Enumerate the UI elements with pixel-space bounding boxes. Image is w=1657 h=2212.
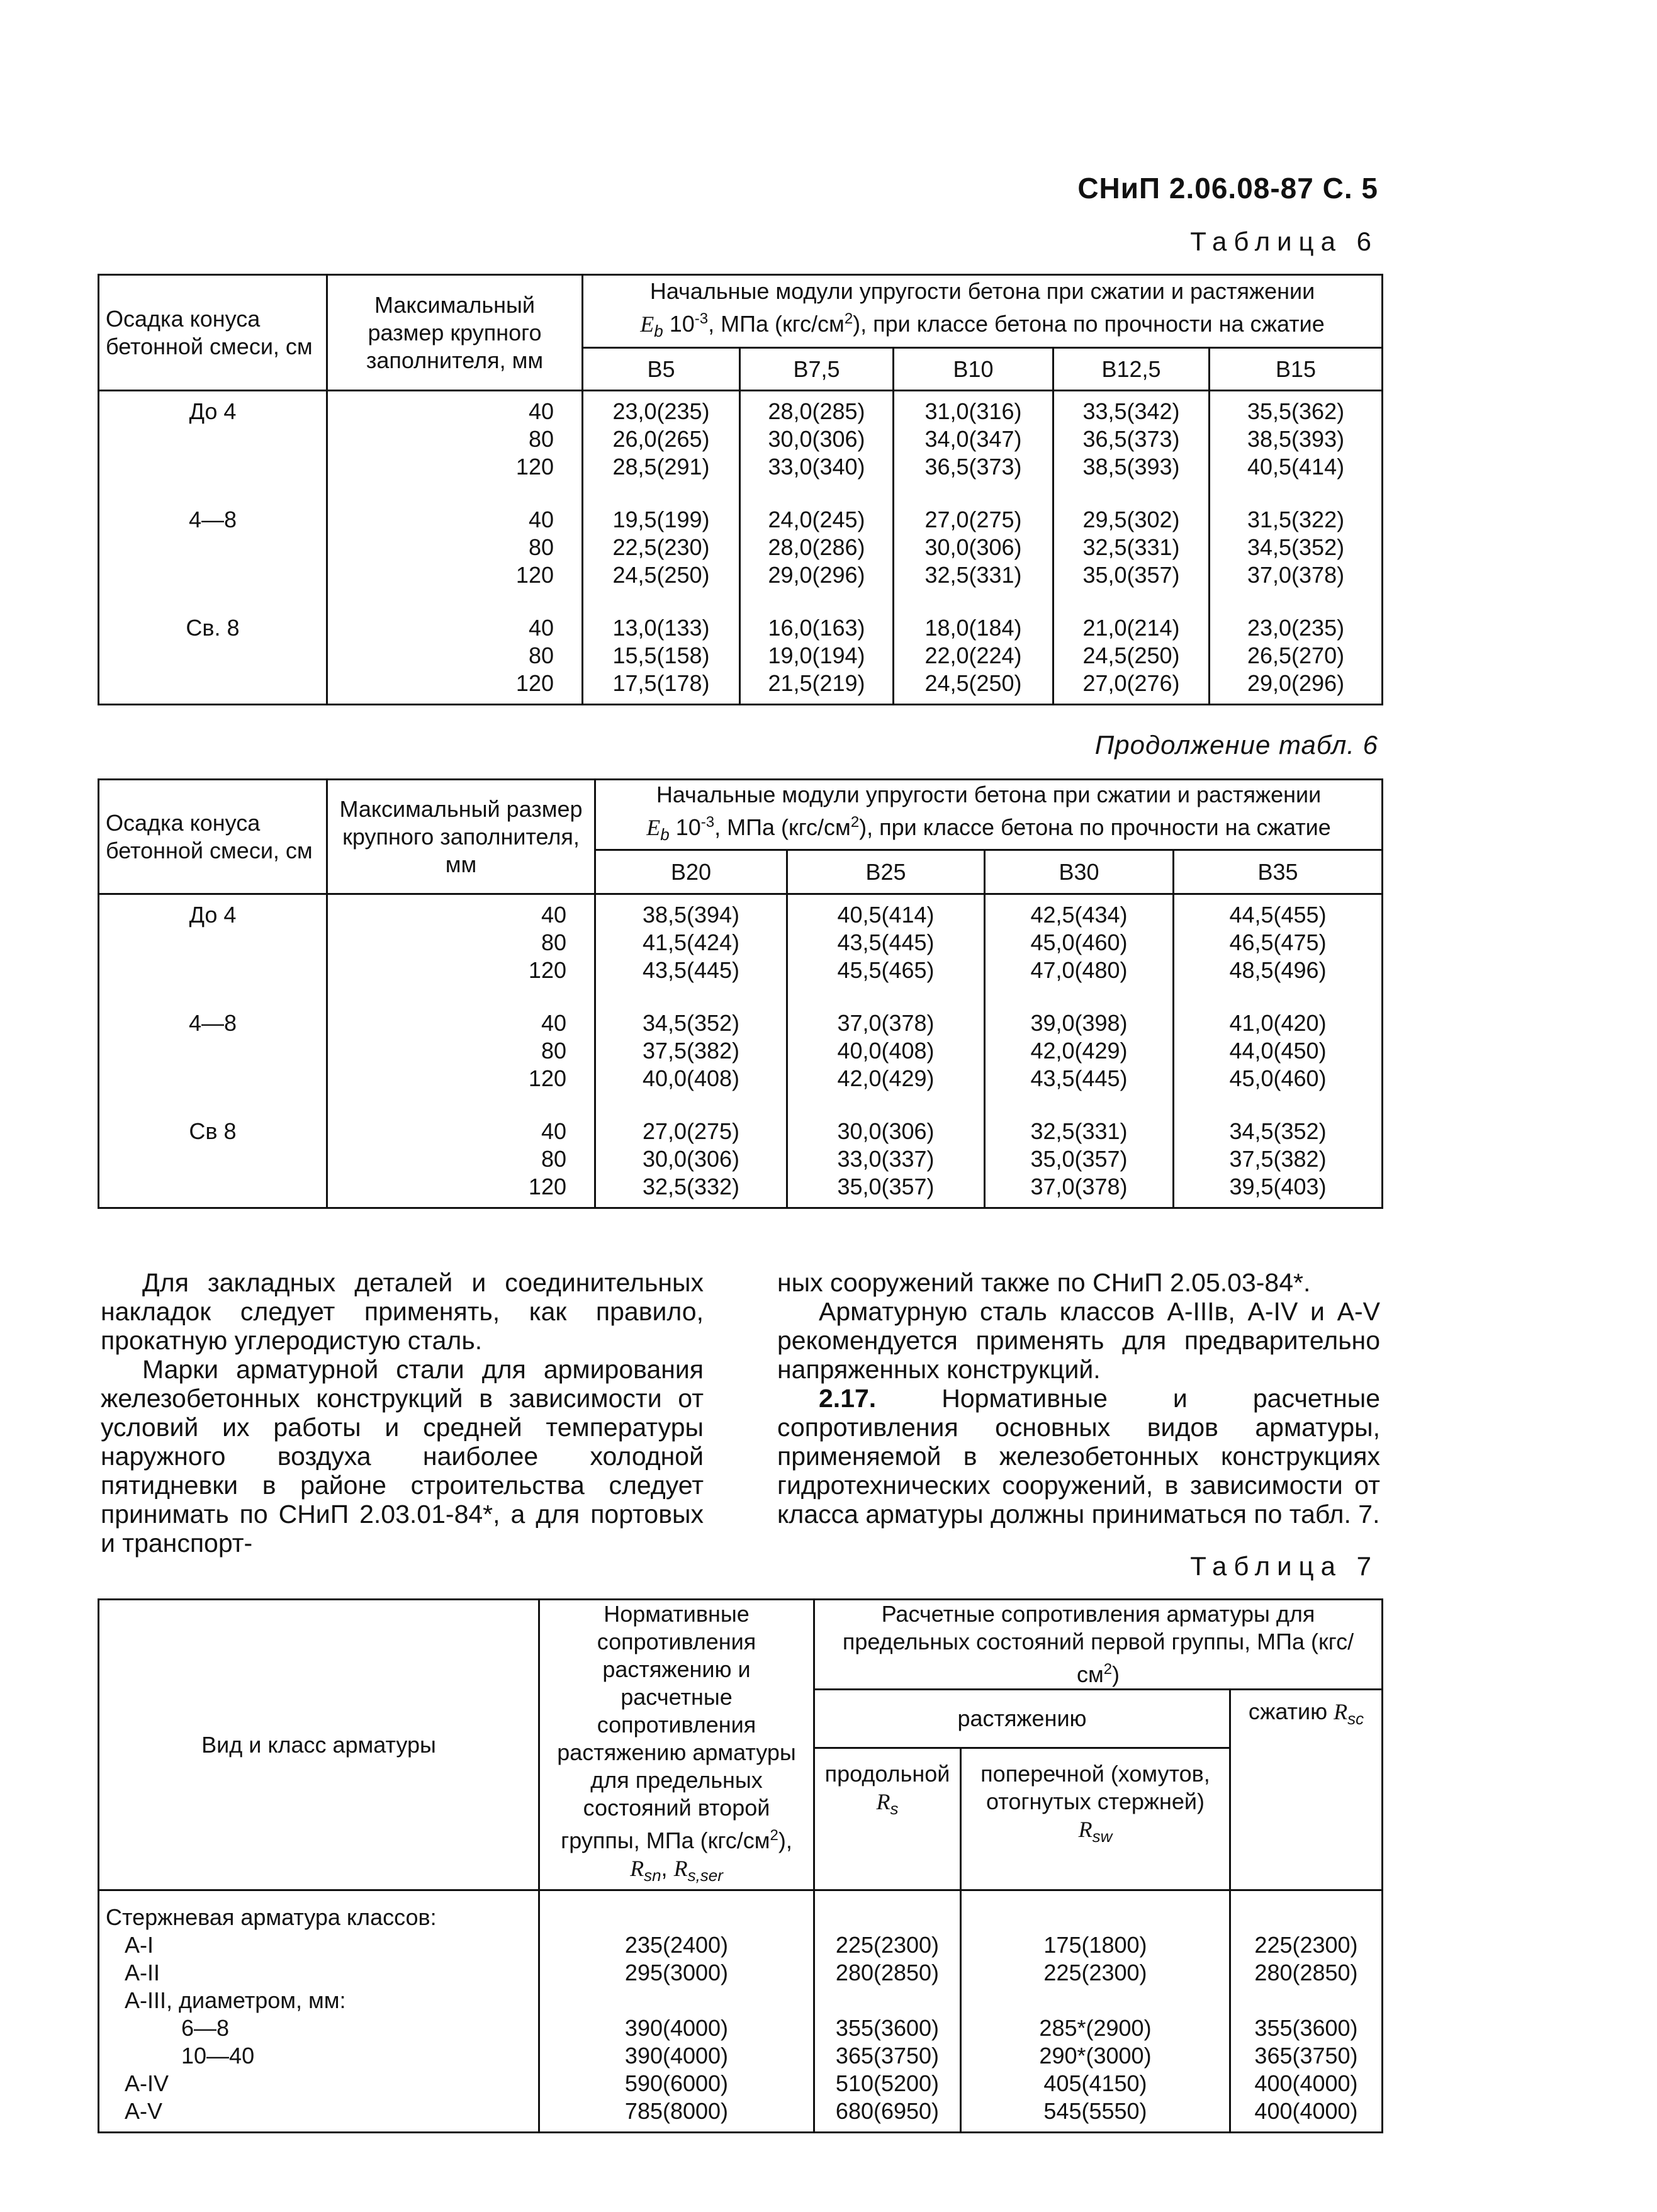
column-header-tension: растяжению bbox=[814, 1690, 1230, 1748]
compression-value: 280(2850) bbox=[1254, 1960, 1358, 1986]
modulus-value: 16,0(163) bbox=[768, 615, 865, 641]
modulus-value: 37,0(378) bbox=[837, 1010, 935, 1036]
body-text-right-column bbox=[777, 1268, 1380, 1529]
modulus-value: 24,5(250) bbox=[924, 670, 1022, 696]
clause-number: 2.17. bbox=[819, 1384, 877, 1413]
modulus-value: 24,5(250) bbox=[612, 562, 710, 588]
modulus-value: 43,5(445) bbox=[642, 957, 740, 983]
class-header: B5 bbox=[583, 348, 740, 391]
transverse-value: 175(1800) bbox=[1043, 1932, 1147, 1958]
value-cell bbox=[894, 391, 1053, 705]
transverse-value: 405(4150) bbox=[1043, 2070, 1147, 2097]
modulus-value: 43,5(445) bbox=[1030, 1065, 1128, 1091]
normative-value: 785(8000) bbox=[624, 2098, 729, 2125]
modulus-value: 23,0(235) bbox=[612, 398, 710, 424]
modulus-value: 40,0(408) bbox=[642, 1065, 740, 1091]
modulus-value: 38,5(393) bbox=[1082, 454, 1180, 480]
modulus-value: 48,5(496) bbox=[1229, 957, 1327, 983]
modulus-value: 47,0(480) bbox=[1030, 957, 1128, 983]
kind-value: A-I bbox=[125, 1932, 154, 1958]
body-text-left-column bbox=[101, 1268, 704, 1558]
class-header: B25 bbox=[787, 850, 985, 894]
modulus-value: 34,5(352) bbox=[1229, 1118, 1327, 1144]
kind-value: 6—8 bbox=[181, 2015, 230, 2041]
class-header: B7,5 bbox=[740, 348, 894, 391]
modulus-value: 45,0(460) bbox=[1030, 929, 1128, 955]
modulus-value: 40,5(414) bbox=[837, 902, 935, 928]
modulus-value: 39,5(403) bbox=[1229, 1174, 1327, 1199]
compression-value bbox=[1237, 1904, 1375, 1931]
column-header-calculated: Расчетные сопротивления арматуры для предельных состояний первой группы, МПа $(кгс/см^2)$ bbox=[814, 1600, 1383, 1690]
modulus-value: 19,0(194) bbox=[768, 643, 865, 668]
aggregate-size: 120 bbox=[528, 957, 566, 983]
normative-value: 235(2400) bbox=[624, 1932, 729, 1958]
modulus-value: 30,0(306) bbox=[642, 1146, 740, 1172]
modulus-value: 29,0(296) bbox=[1247, 670, 1345, 696]
aggregate-size: 80 bbox=[541, 929, 566, 955]
modulus-value: 24,5(250) bbox=[1082, 643, 1180, 668]
modulus-value: 28,0(286) bbox=[768, 534, 865, 560]
table6c-body bbox=[99, 894, 1383, 1208]
modulus-value: 35,0(357) bbox=[837, 1174, 935, 1199]
compression-value bbox=[1237, 1987, 1375, 2014]
modulus-value: 37,0(378) bbox=[1247, 562, 1345, 588]
compression-value: 365(3750) bbox=[1254, 2043, 1358, 2069]
modulus-value: 27,0(276) bbox=[1082, 670, 1180, 696]
column-header-aggregate: Максимальный размер крупного заполнителя, мм bbox=[327, 275, 583, 391]
table-row bbox=[99, 1890, 1383, 2133]
transverse-value: 285*(2900) bbox=[1039, 2015, 1152, 2041]
modulus-value: 45,5(465) bbox=[837, 957, 935, 983]
value-cell bbox=[595, 894, 787, 1208]
paragraph: 2.17. Нормативные и расчетные сопротивления основных видов арматуры, применяемой в железобетонных конструкциях гидротехнических сооружений, в зависимости от класса арматуры должны приниматься по табл. 7. bbox=[777, 1384, 1380, 1529]
document-code: СНиП 2.06.08-87 С. 5 bbox=[1077, 172, 1378, 205]
class-header: B10 bbox=[894, 348, 1053, 391]
modulus-value: 22,0(224) bbox=[924, 643, 1022, 668]
aggregate-size: 120 bbox=[515, 670, 554, 696]
column-header-slump: Осадка конуса бетонной смеси, см bbox=[99, 275, 327, 391]
slump-cell bbox=[99, 894, 327, 1208]
longitudinal-value: 280(2850) bbox=[835, 1960, 940, 1986]
slump-value: До 4 bbox=[189, 902, 237, 928]
modulus-value: 37,0(378) bbox=[1030, 1174, 1128, 1199]
table6-body bbox=[99, 391, 1383, 705]
kind-value: A-V bbox=[125, 2098, 163, 2125]
compression-value: 225(2300) bbox=[1254, 1932, 1358, 1958]
modulus-value: 28,0(285) bbox=[768, 398, 865, 424]
normative-value bbox=[546, 1987, 807, 2014]
column-header-slump: Осадка конуса бетонной смеси, см bbox=[99, 780, 327, 894]
modulus-value: 21,0(214) bbox=[1082, 615, 1180, 641]
modulus-value: 44,0(450) bbox=[1229, 1038, 1327, 1064]
modulus-value: 17,5(178) bbox=[612, 670, 710, 696]
longitudinal-value: 680(6950) bbox=[835, 2098, 940, 2125]
slump-value: 4—8 bbox=[188, 507, 237, 532]
class-header: B30 bbox=[985, 850, 1174, 894]
modulus-value: 38,5(393) bbox=[1247, 426, 1345, 452]
transverse-value: 290*(3000) bbox=[1039, 2043, 1152, 2069]
modulus-value: 27,0(275) bbox=[642, 1118, 740, 1144]
modulus-value: 30,0(306) bbox=[837, 1118, 935, 1144]
table7-body bbox=[99, 1890, 1383, 2133]
value-cell bbox=[583, 391, 740, 705]
class-header: B15 bbox=[1210, 348, 1383, 391]
aggregate-size: 120 bbox=[515, 562, 554, 588]
modulus-value: 33,5(342) bbox=[1082, 398, 1180, 424]
modulus-value: 32,5(331) bbox=[1030, 1118, 1128, 1144]
modulus-value: 34,0(347) bbox=[924, 426, 1022, 452]
modulus-value: 42,5(434) bbox=[1030, 902, 1128, 928]
slump-value: Св 8 bbox=[189, 1118, 237, 1144]
column-header-normative: Нормативные сопротивления растяжению и расчетные сопротивления растяжению арматуры для предельных состояний второй группы, МПа $(кгс/см^2)$, $R_{sn}$, $R_{s,ser}$ bbox=[539, 1600, 814, 1890]
compression-value: 400(4000) bbox=[1254, 2070, 1358, 2097]
value-cell bbox=[985, 894, 1174, 1208]
aggregate-size: 40 bbox=[541, 1010, 566, 1036]
transverse-value: 225(2300) bbox=[1043, 1960, 1147, 1986]
modulus-value: 26,5(270) bbox=[1247, 643, 1345, 668]
modulus-value: 34,5(352) bbox=[1247, 534, 1345, 560]
modulus-value: 31,0(316) bbox=[924, 398, 1022, 424]
modulus-value: 15,5(158) bbox=[612, 643, 710, 668]
modulus-value: 13,0(133) bbox=[612, 615, 710, 641]
column-header-modulus: Начальные модули упругости бетона при сжатии и растяжении $E_b$ $10^{-3}$, МПа $(кгс/см^2)$, при классе бетона по прочности на сжатие bbox=[595, 780, 1383, 850]
modulus-value: 38,5(394) bbox=[642, 902, 740, 928]
table-row bbox=[99, 894, 1383, 1208]
column-header-compression: сжатию $R_{sc}$ bbox=[1230, 1690, 1383, 1890]
value-cell bbox=[1210, 391, 1383, 705]
aggregate-size: 80 bbox=[541, 1038, 566, 1064]
modulus-value: 31,5(322) bbox=[1247, 507, 1345, 532]
modulus-value: 33,0(340) bbox=[768, 454, 865, 480]
modulus-value: 32,5(331) bbox=[924, 562, 1022, 588]
modulus-value: 26,0(265) bbox=[612, 426, 710, 452]
table7-caption: Таблица 7 bbox=[1190, 1551, 1378, 1581]
transverse-value bbox=[968, 1904, 1223, 1931]
kind-value: A-IV bbox=[125, 2070, 169, 2097]
modulus-value: 30,0(306) bbox=[924, 534, 1022, 560]
modulus-value: 23,0(235) bbox=[1247, 615, 1345, 641]
aggregate-size: 120 bbox=[528, 1174, 566, 1199]
longitudinal-value bbox=[821, 1904, 953, 1931]
table-7 bbox=[98, 1598, 1383, 2133]
slump-value: 4—8 bbox=[188, 1010, 237, 1036]
modulus-value: 39,0(398) bbox=[1030, 1010, 1128, 1036]
aggregate-cell bbox=[327, 894, 595, 1208]
modulus-value: 28,5(291) bbox=[612, 454, 710, 480]
aggregate-size: 40 bbox=[528, 507, 554, 532]
compression-cell bbox=[1230, 1890, 1383, 2133]
modulus-value: 22,5(230) bbox=[612, 534, 710, 560]
column-header-modulus: Начальные модули упругости бетона при сжатии и растяжении $E_b$ $10^{-3}$, МПа $(кгс/см^2)$, при классе бетона по прочности на сжатие bbox=[583, 275, 1383, 348]
modulus-value: 19,5(199) bbox=[612, 507, 710, 532]
paragraph: Для закладных деталей и соединительных накладок следует применять, как правило, прокатную углеродистую сталь. bbox=[101, 1268, 704, 1355]
normative-value bbox=[546, 1904, 807, 1931]
modulus-value: 42,0(429) bbox=[837, 1065, 935, 1091]
class-header: B20 bbox=[595, 850, 787, 894]
column-header-aggregate: Максимальный размер крупного заполнителя, мм bbox=[327, 780, 595, 894]
transverse-value: 545(5550) bbox=[1043, 2098, 1147, 2125]
aggregate-size: 80 bbox=[528, 643, 554, 668]
modulus-value: 30,0(306) bbox=[768, 426, 865, 452]
slump-value: До 4 bbox=[189, 398, 237, 424]
table-row bbox=[99, 391, 1383, 705]
modulus-value: 32,5(332) bbox=[642, 1174, 740, 1199]
modulus-value: 42,0(429) bbox=[1030, 1038, 1128, 1064]
table-6-continuation bbox=[98, 778, 1383, 1209]
class-header: B12,5 bbox=[1053, 348, 1210, 391]
modulus-value: 44,5(455) bbox=[1229, 902, 1327, 928]
normative-value: 390(4000) bbox=[624, 2043, 729, 2069]
modulus-value: 21,5(219) bbox=[768, 670, 865, 696]
kind-value: 10—40 bbox=[181, 2043, 255, 2069]
modulus-value: 46,5(475) bbox=[1229, 929, 1327, 955]
normative-cell bbox=[539, 1890, 814, 2133]
normative-value: 590(6000) bbox=[624, 2070, 729, 2097]
paragraph: ных сооружений также по СНиП 2.05.03-84*. bbox=[777, 1268, 1311, 1297]
compression-value: 355(3600) bbox=[1254, 2015, 1358, 2041]
modulus-value: 35,0(357) bbox=[1082, 562, 1180, 588]
modulus-value: 36,5(373) bbox=[924, 454, 1022, 480]
modulus-value: 33,0(337) bbox=[837, 1146, 935, 1172]
value-cell bbox=[1174, 894, 1383, 1208]
class-header: B35 bbox=[1174, 850, 1383, 894]
aggregate-size: 120 bbox=[515, 454, 554, 480]
normative-value: 390(4000) bbox=[624, 2015, 729, 2041]
transverse-cell bbox=[961, 1890, 1230, 2133]
longitudinal-value: 225(2300) bbox=[835, 1932, 940, 1958]
column-header-kind: Вид и класс арматуры bbox=[99, 1600, 539, 1890]
aggregate-cell bbox=[327, 391, 583, 705]
table6-caption: Таблица 6 bbox=[1190, 227, 1378, 256]
paragraph: Арматурную сталь классов A-IIIв, A-IV и A-V рекомендуется применять для предварительно напряженных конструкций. bbox=[777, 1297, 1380, 1384]
modulus-value: 41,0(420) bbox=[1229, 1010, 1327, 1036]
modulus-value: 40,0(408) bbox=[837, 1038, 935, 1064]
aggregate-size: 80 bbox=[541, 1146, 566, 1172]
modulus-value: 41,5(424) bbox=[642, 929, 740, 955]
value-cell bbox=[1053, 391, 1210, 705]
kind-value: Стержневая арматура классов: bbox=[106, 1904, 437, 1931]
modulus-value: 24,0(245) bbox=[768, 507, 865, 532]
value-cell bbox=[740, 391, 894, 705]
modulus-value: 29,0(296) bbox=[768, 562, 865, 588]
longitudinal-value: 365(3750) bbox=[835, 2043, 940, 2069]
compression-value: 400(4000) bbox=[1254, 2098, 1358, 2125]
modulus-value: 35,5(362) bbox=[1247, 398, 1345, 424]
value-cell bbox=[787, 894, 985, 1208]
modulus-value: 35,0(357) bbox=[1030, 1146, 1128, 1172]
kind-value: A-III, диаметром, мм: bbox=[125, 1987, 346, 2014]
modulus-value: 32,5(331) bbox=[1082, 534, 1180, 560]
transverse-value bbox=[968, 1987, 1223, 2014]
longitudinal-value: 355(3600) bbox=[835, 2015, 940, 2041]
modulus-value: 37,5(382) bbox=[1229, 1146, 1327, 1172]
modulus-value: 43,5(445) bbox=[837, 929, 935, 955]
slump-value: Св. 8 bbox=[186, 615, 240, 641]
table6-continuation-caption: Продолжение табл. 6 bbox=[1094, 730, 1378, 760]
modulus-value: 36,5(373) bbox=[1082, 426, 1180, 452]
aggregate-size: 80 bbox=[528, 534, 554, 560]
kind-value: A-II bbox=[125, 1960, 160, 1986]
longitudinal-value: 510(5200) bbox=[835, 2070, 940, 2097]
modulus-value: 34,5(352) bbox=[642, 1010, 740, 1036]
table-6 bbox=[98, 274, 1383, 705]
longitudinal-cell bbox=[814, 1890, 961, 2133]
modulus-value: 40,5(414) bbox=[1247, 454, 1345, 480]
modulus-value: 18,0(184) bbox=[924, 615, 1022, 641]
normative-value: 295(3000) bbox=[624, 1960, 729, 1986]
longitudinal-value bbox=[821, 1987, 953, 2014]
slump-cell bbox=[99, 391, 327, 705]
modulus-value: 29,5(302) bbox=[1082, 507, 1180, 532]
kind-cell bbox=[99, 1890, 539, 2133]
column-header-longitudinal: продольной $R_s$ bbox=[814, 1748, 961, 1890]
aggregate-size: 40 bbox=[541, 1118, 566, 1144]
aggregate-size: 80 bbox=[528, 426, 554, 452]
modulus-value: 27,0(275) bbox=[924, 507, 1022, 532]
column-header-transverse: поперечной (хомутов, отогнутых стержней) $R_{sw}$ bbox=[961, 1748, 1230, 1890]
aggregate-size: 40 bbox=[541, 902, 566, 928]
aggregate-size: 40 bbox=[528, 398, 554, 424]
paragraph: Марки арматурной стали для армирования железобетонных конструкций в зависимости от условий их работы и средней температуры наружного воздуха наиболее холодной пятидневки в районе строительства следует принимать по СНиП 2.03.01-84*, а для портовых и транспорт- bbox=[101, 1355, 704, 1558]
aggregate-size: 120 bbox=[528, 1065, 566, 1091]
aggregate-size: 40 bbox=[528, 615, 554, 641]
modulus-value: 45,0(460) bbox=[1229, 1065, 1327, 1091]
modulus-value: 37,5(382) bbox=[642, 1038, 740, 1064]
